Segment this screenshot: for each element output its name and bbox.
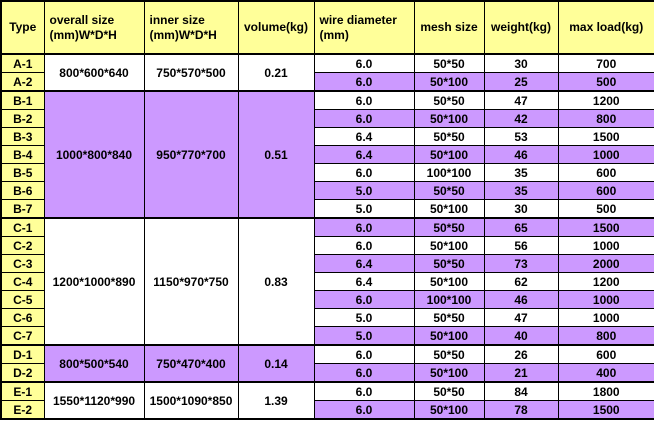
cell-max-load: 600 [558,345,654,364]
cell-type: B-5 [1,164,44,182]
cell-weight: 62 [484,273,558,291]
cell-weight: 26 [484,345,558,364]
cell-max-load: 1200 [558,273,654,291]
cell-wire-diameter: 6.4 [314,146,414,164]
cell-wire-diameter: 6.0 [314,91,414,110]
cell-type: D-1 [1,345,44,364]
col-header-max-load: max load(kg) [558,1,654,54]
col-header-volume: volume(kg) [238,1,314,54]
cell-mesh-size: 50*100 [414,327,484,346]
cell-mesh-size: 50*50 [414,382,484,401]
cell-wire-diameter: 5.0 [314,309,414,327]
cell-mesh-size: 50*50 [414,255,484,273]
cell-overall-size: 1550*1120*990 [44,382,144,419]
cell-type: C-3 [1,255,44,273]
col-header-type: Type [1,1,44,54]
table-header [1,1,654,54]
cell-weight: 35 [484,164,558,182]
cell-inner-size: 950*770*700 [144,91,238,218]
cell-type: E-1 [1,382,44,401]
cell-type: C-7 [1,327,44,346]
cell-inner-size: 1150*970*750 [144,218,238,345]
cell-weight: 46 [484,146,558,164]
cell-max-load: 1000 [558,309,654,327]
col-header-inner-size: inner size (mm)W*D*H [144,1,238,54]
cell-wire-diameter: 5.0 [314,182,414,200]
cell-type: D-2 [1,364,44,383]
cell-max-load: 800 [558,110,654,128]
table-row [1,345,654,364]
cell-mesh-size: 50*100 [414,273,484,291]
cell-max-load: 600 [558,164,654,182]
cell-inner-size: 750*470*400 [144,345,238,382]
cell-wire-diameter: 6.0 [314,382,414,401]
cell-mesh-size: 50*100 [414,237,484,255]
cell-weight: 65 [484,218,558,237]
cell-weight: 40 [484,327,558,346]
header-row [1,1,654,54]
cell-mesh-size: 50*50 [414,218,484,237]
cell-mesh-size: 50*50 [414,91,484,110]
cell-weight: 42 [484,110,558,128]
cell-mesh-size: 100*100 [414,291,484,309]
cell-type: A-2 [1,73,44,92]
cell-wire-diameter: 6.0 [314,364,414,383]
cell-weight: 30 [484,200,558,219]
table-row [1,91,654,110]
table-row [1,218,654,237]
cell-type: C-2 [1,237,44,255]
cell-max-load: 500 [558,200,654,219]
cell-wire-diameter: 5.0 [314,200,414,219]
cell-wire-diameter: 6.0 [314,73,414,92]
cell-weight: 73 [484,255,558,273]
cell-mesh-size: 50*50 [414,182,484,200]
cell-weight: 47 [484,91,558,110]
col-header-weight: weight(kg) [484,1,558,54]
cell-max-load: 1200 [558,91,654,110]
cell-weight: 21 [484,364,558,383]
cell-mesh-size: 50*50 [414,128,484,146]
cell-weight: 46 [484,291,558,309]
cell-mesh-size: 50*100 [414,146,484,164]
cell-max-load: 1500 [558,401,654,420]
table-body [1,54,654,419]
cell-weight: 47 [484,309,558,327]
cell-wire-diameter: 6.0 [314,164,414,182]
cell-wire-diameter: 6.4 [314,255,414,273]
cell-max-load: 1000 [558,237,654,255]
cell-mesh-size: 100*100 [414,164,484,182]
cell-max-load: 1800 [558,382,654,401]
cell-mesh-size: 50*50 [414,54,484,73]
cell-max-load: 600 [558,182,654,200]
cell-weight: 30 [484,54,558,73]
cell-type: C-6 [1,309,44,327]
cell-max-load: 400 [558,364,654,383]
cell-type: B-4 [1,146,44,164]
col-header-overall-size: overall size (mm)W*D*H [44,1,144,54]
cell-wire-diameter: 6.4 [314,273,414,291]
cell-mesh-size: 50*100 [414,401,484,420]
cell-type: C-5 [1,291,44,309]
cell-overall-size: 1000*800*840 [44,91,144,218]
cell-wire-diameter: 6.0 [314,110,414,128]
col-header-mesh-size: mesh size [414,1,484,54]
cell-volume: 0.51 [238,91,314,218]
cell-volume: 0.21 [238,54,314,91]
table-row [1,54,654,73]
cell-overall-size: 800*500*540 [44,345,144,382]
cell-wire-diameter: 6.4 [314,128,414,146]
cell-mesh-size: 50*50 [414,309,484,327]
cell-inner-size: 750*570*500 [144,54,238,91]
cell-type: C-4 [1,273,44,291]
cell-wire-diameter: 6.0 [314,218,414,237]
cell-type: B-3 [1,128,44,146]
cell-wire-diameter: 6.0 [314,237,414,255]
cell-mesh-size: 50*100 [414,110,484,128]
cell-wire-diameter: 6.0 [314,54,414,73]
cell-weight: 56 [484,237,558,255]
cell-weight: 35 [484,182,558,200]
cell-mesh-size: 50*100 [414,364,484,383]
cell-type: A-1 [1,54,44,73]
cell-max-load: 1000 [558,146,654,164]
cell-type: B-2 [1,110,44,128]
cell-max-load: 1000 [558,291,654,309]
cell-volume: 0.83 [238,218,314,345]
cell-weight: 53 [484,128,558,146]
cell-inner-size: 1500*1090*850 [144,382,238,419]
cell-volume: 0.14 [238,345,314,382]
cell-max-load: 1500 [558,128,654,146]
cell-wire-diameter: 6.0 [314,291,414,309]
table-row [1,382,654,401]
cell-overall-size: 1200*1000*890 [44,218,144,345]
cell-weight: 84 [484,382,558,401]
cell-weight: 78 [484,401,558,420]
cell-type: E-2 [1,401,44,420]
cell-wire-diameter: 6.0 [314,345,414,364]
col-header-wire-diameter: wire diameter (mm) [314,1,414,54]
cell-type: B-7 [1,200,44,219]
cell-weight: 25 [484,73,558,92]
cell-max-load: 2000 [558,255,654,273]
cell-max-load: 700 [558,54,654,73]
cell-type: B-1 [1,91,44,110]
cell-overall-size: 800*600*640 [44,54,144,91]
cell-mesh-size: 50*50 [414,345,484,364]
cell-type: B-6 [1,182,44,200]
cell-max-load: 800 [558,327,654,346]
cell-wire-diameter: 5.0 [314,327,414,346]
cell-max-load: 1500 [558,218,654,237]
cell-volume: 1.39 [238,382,314,419]
cell-type: C-1 [1,218,44,237]
cell-mesh-size: 50*100 [414,200,484,219]
cell-mesh-size: 50*100 [414,73,484,92]
cell-wire-diameter: 6.0 [314,401,414,420]
cell-max-load: 500 [558,73,654,92]
